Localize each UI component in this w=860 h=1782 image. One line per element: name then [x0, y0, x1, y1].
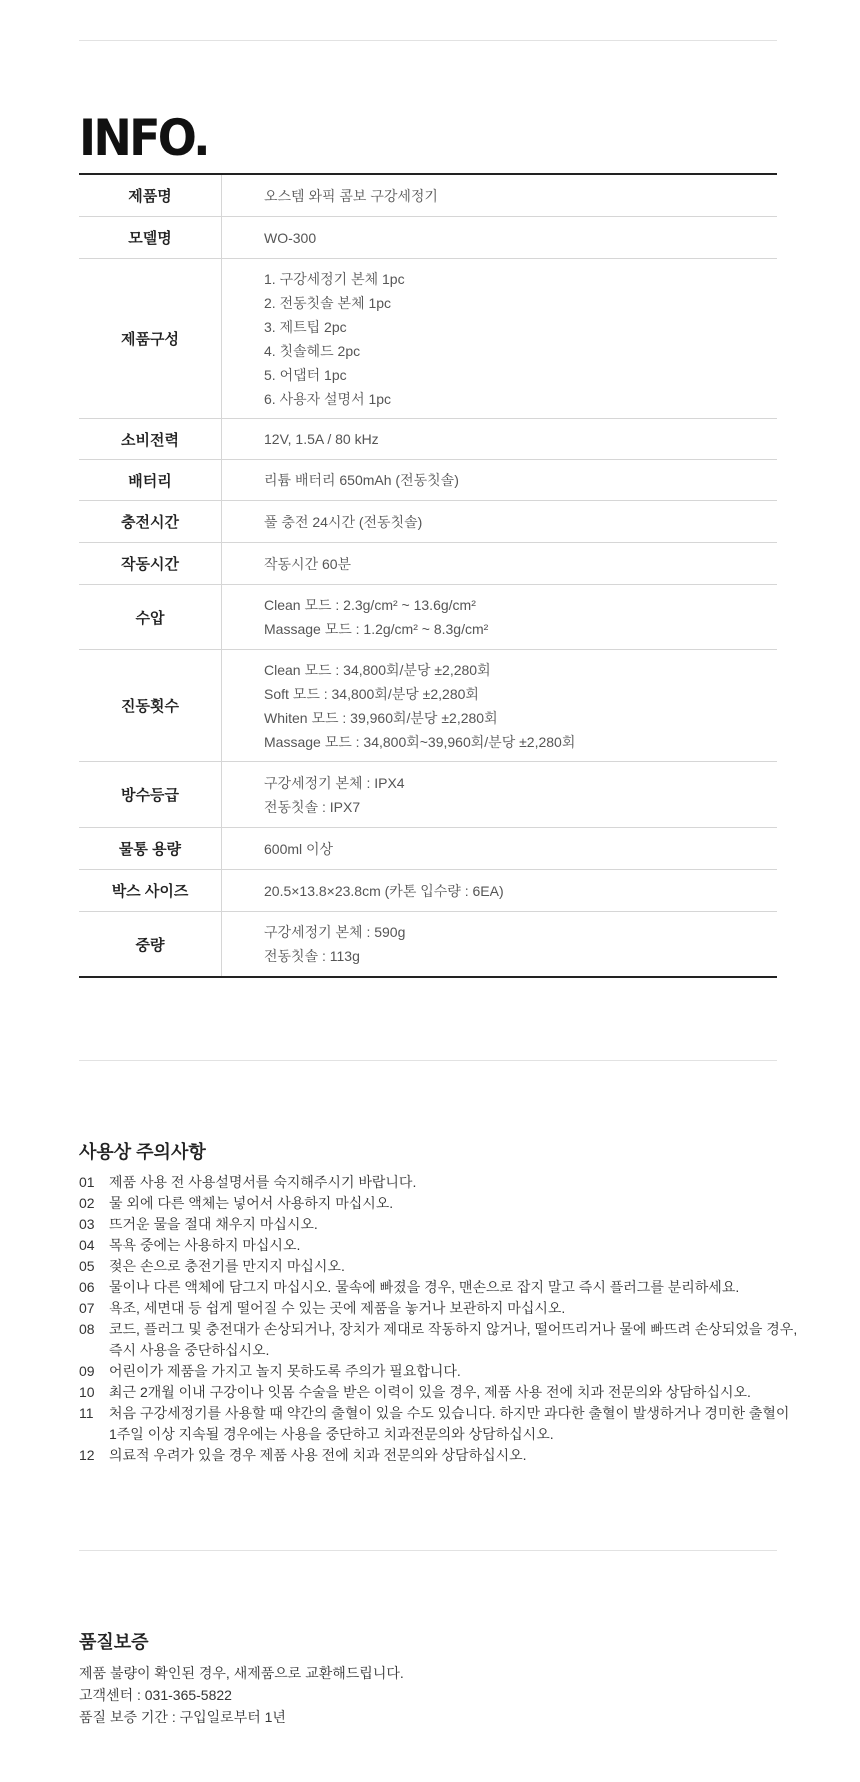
spec-value — [222, 501, 777, 542]
quality-title: 품질보증 — [79, 1632, 149, 1652]
spec-value-line: 5. 어댑터 1pc — [264, 366, 347, 383]
caution-text: 어린이가 제품을 가지고 놀지 못하도록 주의가 필요합니다. — [109, 1363, 461, 1379]
caution-text: 코드, 플러그 및 충전대가 손상되거나, 장치가 제대로 작동하지 않거나, 떨어뜨리거나 물에 빠뜨려 손상되었을 경우, 즉시 사용을 중단하십시오. — [109, 1321, 798, 1358]
caution-text: 최근 2개월 이내 구강이나 잇몸 수술을 받은 이력이 있을 경우, 제품 사용 전에 치과 전문의와 상담하십시오. — [109, 1384, 751, 1400]
spec-value — [222, 650, 777, 761]
spec-label: 방수등급 — [79, 762, 222, 827]
caution-text: 처음 구강세정기를 사용할 때 약간의 출혈이 있을 수도 있습니다. 하지만 과다한 출혈이 발생하거나 경미한 출혈이 1주일 이상 지속될 경우에는 사용을 중단하고 치과전문의와 상담하십시오. — [109, 1405, 790, 1442]
caution-list — [79, 1172, 799, 1466]
caution-item — [79, 1277, 799, 1298]
spec-label: 중량 — [79, 912, 222, 976]
spec-row-waterproof — [79, 762, 777, 828]
spec-value-line: Clean 모드 : 2.3g/cm² ~ 13.6g/cm² — [264, 597, 476, 613]
spec-row-water-pressure — [79, 585, 777, 650]
quality-line: 고객센터 : 031-365-5822 — [79, 1687, 232, 1703]
spec-value — [222, 585, 777, 649]
spec-label: 충전시간 — [79, 501, 222, 542]
caution-text: 목욕 중에는 사용하지 마십시오. — [109, 1237, 301, 1253]
caution-text: 뜨거운 물을 절대 채우지 마십시오. — [109, 1216, 318, 1232]
spec-value-line: Massage 모드 : 1.2g/cm² ~ 8.3g/cm² — [264, 621, 489, 637]
caution-num: 09 — [79, 1363, 95, 1379]
spec-label: 박스 사이즈 — [79, 870, 222, 911]
spec-label: 수압 — [79, 585, 222, 649]
spec-value — [222, 175, 777, 216]
caution-text: 젖은 손으로 충전기를 만지지 마십시오. — [109, 1258, 345, 1274]
section-divider — [79, 1060, 777, 1061]
caution-item — [79, 1298, 799, 1319]
spec-value-line: 4. 칫솔헤드 2pc — [264, 342, 361, 359]
spec-label: 작동시간 — [79, 543, 222, 584]
caution-num: 08 — [79, 1321, 95, 1337]
spec-value-line: WO-300 — [264, 229, 317, 246]
quality-line: 품질 보증 기간 : 구입일로부터 1년 — [79, 1709, 286, 1725]
caution-num: 07 — [79, 1300, 95, 1316]
spec-value-line: 6. 사용자 설명서 1pc — [264, 390, 392, 407]
spec-value — [222, 419, 777, 459]
caution-item — [79, 1445, 799, 1466]
spec-value-line: 전동칫솔 : IPX7 — [264, 798, 361, 815]
spec-value-line: Massage 모드 : 34,800회~39,960회/분당 ±2,280회 — [264, 733, 576, 750]
caution-text: 물이나 다른 액체에 담그지 마십시오. 물속에 빠졌을 경우, 맨손으로 잡지 말고 즉시 플러그를 분리하세요. — [109, 1279, 740, 1295]
spec-value-line: 3. 제트팁 2pc — [264, 318, 347, 335]
spec-value-line: 20.5×13.8×23.8cm (카톤 입수량 : 6EA) — [264, 882, 504, 899]
caution-num: 05 — [79, 1258, 95, 1274]
spec-label: 제품명 — [79, 175, 222, 216]
caution-num: 02 — [79, 1195, 95, 1211]
spec-label: 소비전력 — [79, 419, 222, 459]
spec-value-line: 작동시간 60분 — [264, 555, 352, 572]
spec-value-line: Clean 모드 : 34,800회/분당 ±2,280회 — [264, 661, 491, 678]
spec-row-weight — [79, 912, 777, 976]
spec-value — [222, 870, 777, 911]
caution-title: 사용상 주의사항 — [79, 1142, 206, 1162]
spec-row-box-size — [79, 870, 777, 912]
spec-value-line: 600ml 이상 — [264, 840, 334, 857]
spec-value — [222, 460, 777, 500]
spec-value-line: 리튬 배터리 650mAh (전동칫솔) — [264, 472, 459, 488]
caution-text: 욕조, 세면대 등 쉽게 떨어질 수 있는 곳에 제품을 놓거나 보관하지 마십시오. — [109, 1300, 566, 1316]
caution-item — [79, 1214, 799, 1235]
spec-value-line: 2. 전동칫솔 본체 1pc — [264, 294, 392, 311]
spec-row-product-name — [79, 175, 777, 217]
caution-item — [79, 1235, 799, 1256]
caution-text: 제품 사용 전 사용설명서를 숙지해주시기 바랍니다. — [109, 1174, 417, 1190]
caution-num: 04 — [79, 1237, 95, 1253]
spec-value — [222, 762, 777, 827]
caution-num: 10 — [79, 1384, 95, 1400]
spec-value-line: 오스템 와픽 콤보 구강세정기 — [264, 187, 438, 204]
spec-label: 진동횟수 — [79, 650, 222, 761]
caution-text: 물 외에 다른 액체는 넣어서 사용하지 마십시오. — [109, 1195, 394, 1211]
caution-item — [79, 1172, 799, 1193]
spec-value-line: 전동칫솔 : 113g — [264, 948, 360, 964]
section-divider — [79, 1550, 777, 1551]
caution-item — [79, 1256, 799, 1277]
spec-value-line: Soft 모드 : 34,800회/분당 ±2,280회 — [264, 685, 479, 702]
spec-row-components — [79, 259, 777, 419]
quality-info — [79, 1662, 404, 1728]
caution-num: 11 — [79, 1405, 94, 1421]
spec-value-line: 12V, 1.5A / 80 kHz — [264, 431, 379, 447]
spec-table — [79, 173, 777, 978]
quality-line: 제품 불량이 확인된 경우, 새제품으로 교환해드립니다. — [79, 1665, 404, 1681]
spec-value — [222, 912, 777, 976]
spec-row-operating-time — [79, 543, 777, 585]
caution-num: 03 — [79, 1216, 95, 1232]
spec-value — [222, 543, 777, 584]
spec-value-line: Whiten 모드 : 39,960회/분당 ±2,280회 — [264, 709, 498, 726]
caution-text: 의료적 우려가 있을 경우 제품 사용 전에 치과 전문의와 상담하십시오. — [109, 1447, 527, 1463]
spec-row-power — [79, 419, 777, 460]
spec-value-line: 풀 충전 24시간 (전동칫솔) — [264, 513, 423, 530]
caution-num: 01 — [79, 1174, 95, 1190]
spec-label: 모델명 — [79, 217, 222, 258]
spec-row-battery — [79, 460, 777, 501]
spec-table-bottom-rule — [79, 976, 777, 978]
caution-item — [79, 1361, 799, 1382]
spec-label: 제품구성 — [79, 259, 222, 418]
caution-item — [79, 1193, 799, 1214]
spec-row-charge-time — [79, 501, 777, 543]
spec-value-line: 1. 구강세정기 본체 1pc — [264, 270, 405, 287]
spec-label: 배터리 — [79, 460, 222, 500]
spec-row-tank-capacity — [79, 828, 777, 870]
top-divider — [79, 40, 777, 41]
spec-row-model — [79, 217, 777, 259]
info-title: INFO. — [79, 109, 208, 167]
spec-value-line: 구강세정기 본체 : IPX4 — [264, 774, 405, 791]
spec-value-line: 구강세정기 본체 : 590g — [264, 924, 406, 940]
spec-row-vibration — [79, 650, 777, 762]
caution-num: 12 — [79, 1447, 95, 1463]
caution-item — [79, 1382, 799, 1403]
spec-value — [222, 828, 777, 869]
spec-label: 물통 용량 — [79, 828, 222, 869]
spec-value — [222, 217, 777, 258]
spec-value — [222, 259, 777, 418]
caution-num: 06 — [79, 1279, 95, 1295]
caution-item — [79, 1319, 799, 1361]
caution-item — [79, 1403, 799, 1445]
